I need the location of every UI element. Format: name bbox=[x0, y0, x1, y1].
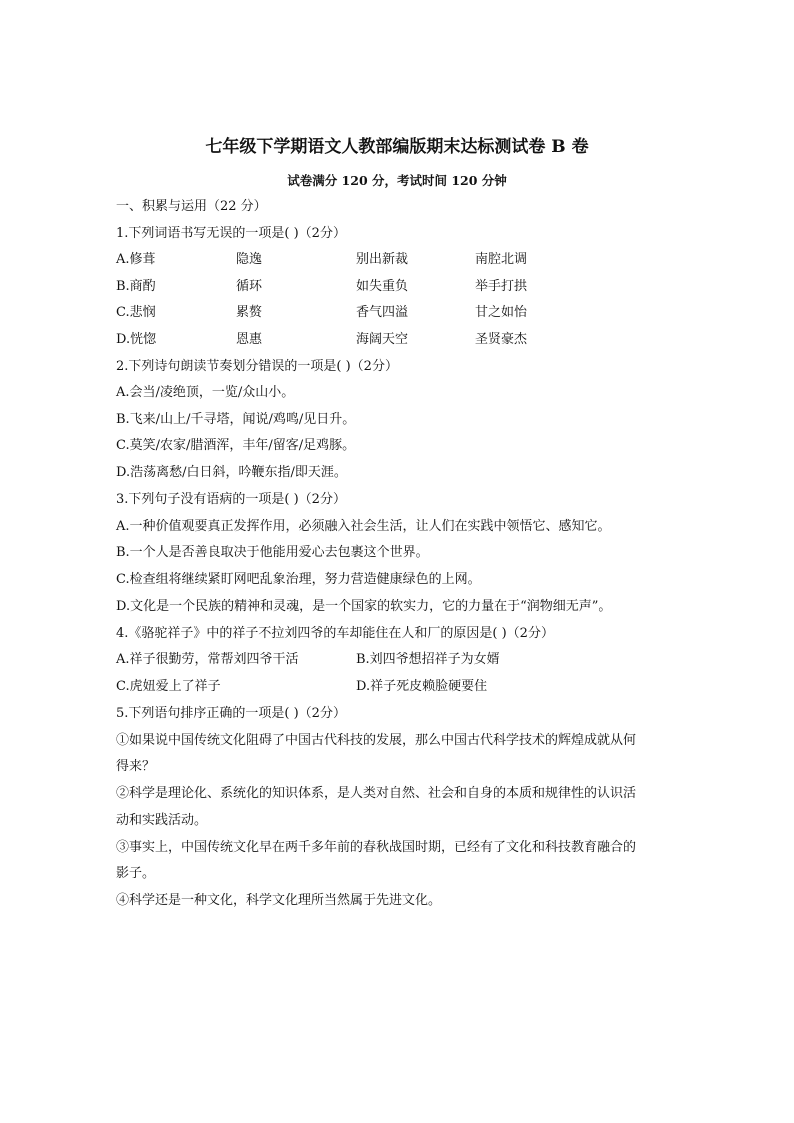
q5-sentence-3-cont: 影子。 bbox=[116, 866, 156, 881]
section-heading: 一、积累与运用（22 分） bbox=[116, 199, 267, 214]
q2-option-a: A.会当/凌绝顶，一览/众山小。 bbox=[116, 385, 295, 400]
q4-option-d: D.祥子死皮赖脸硬要住 bbox=[356, 679, 488, 694]
q3-option-a: A.一种价值观要真正发挥作用，必须融入社会生活，让人们在实践中领悟它、感知它。 bbox=[116, 519, 611, 534]
question-4-stem: 4.《骆驼祥子》中的祥子不拉刘四爷的车却能住在人和厂的原因是( )（2分） bbox=[116, 626, 554, 641]
q1-option-a: A.修葺 bbox=[116, 252, 156, 267]
q1-option-d-word-2: 恩惠 bbox=[236, 332, 263, 347]
q1-option-a-word-3: 别出新裁 bbox=[356, 252, 409, 267]
q1-option-c: C.悲悯 bbox=[116, 305, 156, 320]
q1-option-c-word-3: 香气四溢 bbox=[356, 305, 409, 320]
q1-option-a-word-2: 隐逸 bbox=[236, 252, 263, 267]
q1-option-d: D.恍惚 bbox=[116, 332, 157, 347]
q5-sentence-1-cont: 得来？ bbox=[116, 759, 156, 774]
q3-option-d: D.文化是一个民族的精神和灵魂，是一个国家的软实力，它的力量在于“润物细无声”。 bbox=[116, 599, 612, 614]
q1-option-b: B.商酌 bbox=[116, 279, 156, 294]
exam-subtitle: 试卷满分 120 分，考试时间 120 分钟 bbox=[287, 173, 507, 188]
question-3-stem: 3.下列句子没有语病的一项是( )（2分） bbox=[116, 492, 346, 507]
q2-option-c: C.莫笑/农家/腊酒浑，丰年/留客/足鸡豚。 bbox=[116, 438, 356, 453]
q5-sentence-4: ④科学还是一种文化，科学文化理所当然属于先进文化。 bbox=[116, 893, 442, 908]
q4-option-c: C.虎妞爱上了祥子 bbox=[116, 679, 221, 694]
q1-option-d-word-4: 圣贤豪杰 bbox=[475, 332, 528, 347]
q5-sentence-2-cont: 动和实践活动。 bbox=[116, 813, 208, 828]
question-1-stem: 1.下列词语书写无误的一项是( )（2分） bbox=[116, 226, 346, 241]
q5-sentence-1: ①如果说中国传统文化阻碍了中国古代科技的发展，那么中国古代科学技术的辉煌成就从何 bbox=[116, 733, 637, 748]
q1-option-c-word-2: 累赘 bbox=[236, 305, 263, 320]
q4-option-b: B.刘四爷想招祥子为女婿 bbox=[356, 652, 500, 667]
question-5-stem: 5.下列语句排序正确的一项是( )（2分） bbox=[116, 706, 346, 721]
q2-option-b: B.飞来/山上/千寻塔，闻说/鸡鸣/见日升。 bbox=[116, 412, 356, 427]
q1-option-a-word-4: 南腔北调 bbox=[475, 252, 528, 267]
q1-option-d-word-3: 海阔天空 bbox=[356, 332, 409, 347]
q3-option-c: C.检查组将继续紧盯网吧乱象治理，努力营造健康绿色的上网。 bbox=[116, 572, 481, 587]
q4-option-a: A.祥子很勤劳，常帮刘四爷干活 bbox=[116, 652, 299, 667]
exam-title: 七年级下学期语文人教部编版期末达标测试卷 B 卷 bbox=[205, 137, 589, 157]
q5-sentence-2: ②科学是理论化、系统化的知识体系，是人类对自然、社会和自身的本质和规律性的认识活 bbox=[116, 786, 637, 801]
q1-option-b-word-3: 如失重负 bbox=[356, 279, 409, 294]
q3-option-b: B.一个人是否善良取决于他能用爱心去包裹这个世界。 bbox=[116, 545, 429, 560]
q5-sentence-3: ③事实上，中国传统文化早在两千多年前的春秋战国时期，已经有了文化和科技教育融合的 bbox=[116, 840, 637, 855]
q1-option-b-word-4: 举手打拱 bbox=[475, 279, 528, 294]
q1-option-c-word-4: 甘之如怡 bbox=[475, 305, 528, 320]
q1-option-b-word-2: 循环 bbox=[236, 279, 263, 294]
question-2-stem: 2.下列诗句朗读节奏划分错误的一项是( )（2分） bbox=[116, 359, 398, 374]
q2-option-d: D.浩荡离愁/白日斜，吟鞭东指/即天涯。 bbox=[116, 465, 347, 480]
